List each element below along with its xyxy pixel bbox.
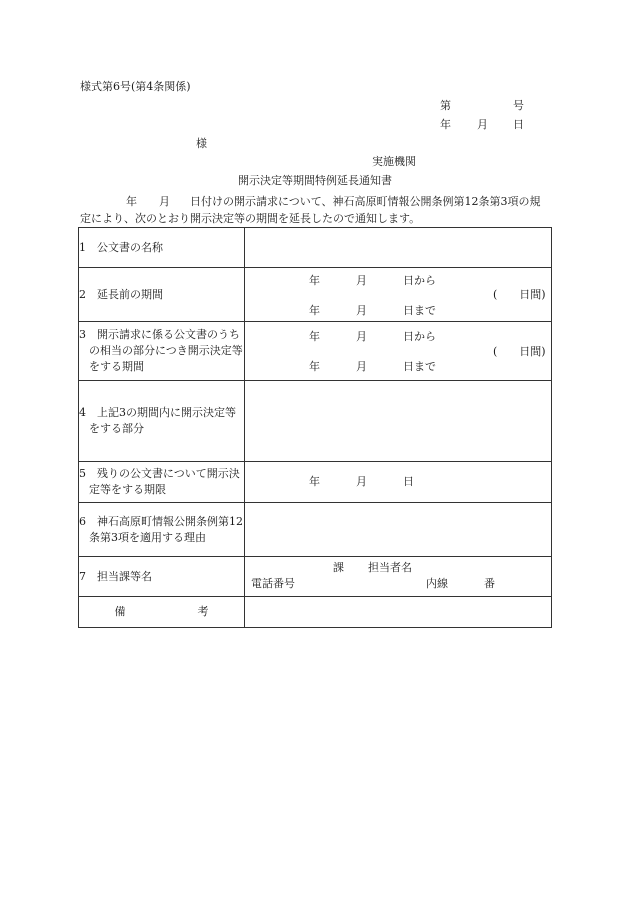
day-to: 日まで bbox=[403, 304, 436, 317]
label-department: 7 担当課等名 bbox=[79, 557, 245, 597]
month-to: 月 bbox=[356, 360, 367, 373]
field-document-name[interactable] bbox=[245, 228, 552, 268]
agency-label: 実施機関 bbox=[372, 155, 416, 168]
days-count: ( 日間) bbox=[493, 345, 546, 358]
field-remaining-deadline[interactable] bbox=[245, 462, 552, 503]
label-partial-period: 3 開示請求に係る公文書のうちの相当の部分につき開示決定等をする期間 bbox=[79, 322, 245, 381]
field-reason[interactable] bbox=[245, 503, 552, 557]
deadline-year: 年 bbox=[309, 475, 320, 488]
year-from: 年 bbox=[309, 330, 320, 343]
date-year: 年 bbox=[440, 118, 451, 131]
row-document-name bbox=[79, 228, 552, 268]
month-from: 月 bbox=[356, 274, 367, 287]
day-from: 日から bbox=[403, 274, 436, 287]
field-remarks[interactable] bbox=[245, 597, 552, 628]
field-original-period[interactable] bbox=[245, 268, 552, 322]
row-remaining-deadline bbox=[79, 462, 552, 503]
year-from: 年 bbox=[309, 274, 320, 287]
notification-form-table bbox=[78, 227, 552, 628]
extension-label: 内線 bbox=[426, 577, 448, 590]
row-original-period bbox=[79, 268, 552, 322]
row-partial-period bbox=[79, 322, 552, 381]
intro-year: 年 bbox=[126, 195, 137, 208]
intro-month: 月 bbox=[159, 195, 170, 208]
date-day: 日 bbox=[513, 118, 524, 131]
label-remaining-deadline: 5 残りの公文書について開示決定等をする期限 bbox=[79, 462, 245, 503]
month-from: 月 bbox=[356, 330, 367, 343]
label-decision-part: 4 上記3の期間内に開示決定等をする部分 bbox=[79, 381, 245, 462]
row-reason bbox=[79, 503, 552, 557]
document-title: 開示決定等期間特例延長通知書 bbox=[238, 174, 392, 187]
year-to: 年 bbox=[309, 304, 320, 317]
field-partial-period[interactable] bbox=[245, 322, 552, 381]
ban-label: 番 bbox=[484, 577, 495, 590]
phone-number-label: 電話番号 bbox=[251, 577, 295, 590]
label-reason: 6 神石高原町情報公開条例第12条第3項を適用する理由 bbox=[79, 503, 245, 557]
row-remarks bbox=[79, 597, 552, 628]
day-from: 日から bbox=[403, 330, 436, 343]
intro-paragraph bbox=[80, 193, 550, 227]
date-month: 月 bbox=[477, 118, 488, 131]
addressee-suffix: 様 bbox=[196, 137, 207, 150]
doc-no-prefix: 第 bbox=[440, 99, 451, 112]
year-to: 年 bbox=[309, 360, 320, 373]
deadline-month: 月 bbox=[356, 475, 367, 488]
label-remarks: 備 考 bbox=[79, 597, 245, 628]
ka-label: 課 bbox=[333, 561, 344, 574]
row-department bbox=[79, 557, 552, 597]
label-original-period: 2 延長前の期間 bbox=[79, 268, 245, 322]
field-department[interactable] bbox=[245, 557, 552, 597]
day-to: 日まで bbox=[403, 360, 436, 373]
month-to: 月 bbox=[356, 304, 367, 317]
row-decision-part bbox=[79, 381, 552, 462]
doc-no-suffix: 号 bbox=[513, 99, 524, 112]
form-number: 様式第6号(第4条関係) bbox=[80, 80, 191, 93]
days-count: ( 日間) bbox=[493, 288, 546, 301]
deadline-day: 日 bbox=[403, 475, 414, 488]
label-document-name: 1 公文書の名称 bbox=[79, 228, 245, 268]
field-decision-part[interactable] bbox=[245, 381, 552, 462]
person-in-charge-label: 担当者名 bbox=[368, 561, 412, 574]
intro-body: 日付けの開示請求について、神石高原町情報公開条例第12条第3項の規定により、次のとおり開示決定等の期間を延長したので通知します。 bbox=[80, 195, 541, 225]
